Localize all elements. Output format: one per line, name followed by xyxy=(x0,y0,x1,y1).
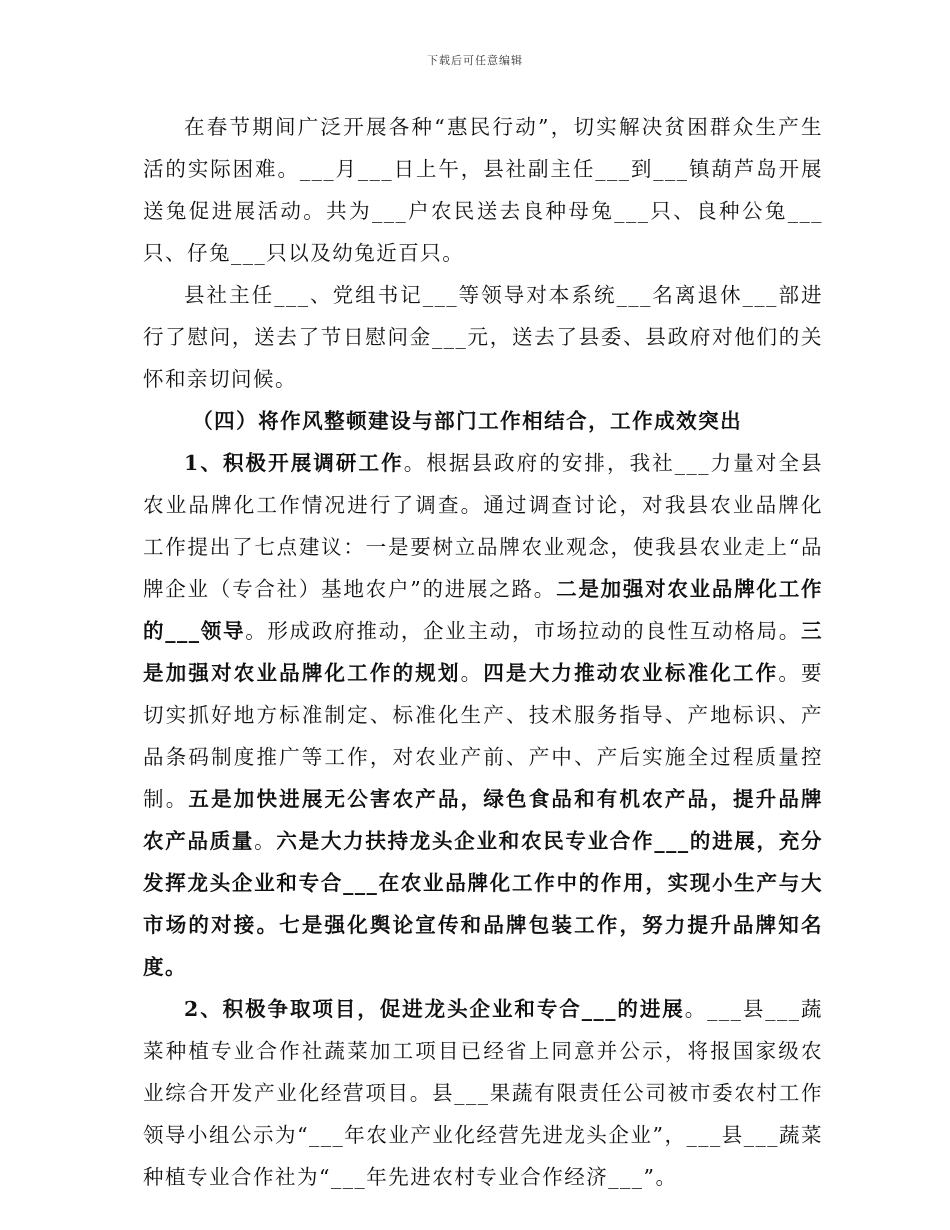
text-run: 。要切实抓好地方标准制定、标准化生产、技术服务指导、产地标识、产品条码制度推广等工作，对农业产前、产中、产后实施全过程质量控制。 xyxy=(143,661,824,811)
bold-text-run: 六是大力扶持龙头企业和农民专业合作___的进展，充分发挥龙头企业和专合___在农业品牌化工作中的作用，实现小生产与大市场的对接。七是强化舆论宣传和品牌包装工作，努力提升品牌知名度。 xyxy=(143,829,824,979)
text-run: 。___县___蔬菜种植专业合作社蔬菜加工项目已经省上同意并公示，将报国家级农业综合开发产业化经营项目。县___果蔬有限责任公司被市委农村工作领导小组公示为“___年农业产业化经营先进龙头企业”，___县___蔬菜种植专业合作社为“___年先进农村专业合作经济___”。 xyxy=(143,997,824,1189)
paragraph-spring-festival xyxy=(143,106,823,274)
heading-text: （四）将作风整顿建设与部门工作相结合，工作成效突出 xyxy=(192,409,743,433)
bold-text-run: 五是加快进展无公害农产品，绿色食品和有机农产品，提升品牌农产品质量 xyxy=(143,787,824,853)
text-run: 。 xyxy=(254,829,277,853)
bold-text-run: 三是加强对农业品牌化工作的规划 xyxy=(143,619,824,685)
paragraph-retiree-visits xyxy=(143,274,823,400)
text-run: 。根据县政府的安排，我社___力量对全县农业品牌化工作情况进行了调查。通过调查讨论，对我县农业品牌化工作提出了七点建议：一是要树立品牌农业观念，使我县农业走上“品牌企业（专合社）基地农户”的进展之路。 xyxy=(143,451,824,601)
text-run: 县社主任___、党组书记___等领导对本系统___名离退休___部进行了慰问，送去了节日慰问金___元，送去了县委、县政府对他们的关怀和亲切问候。 xyxy=(143,283,823,391)
bold-text-run: 2、积极争取项目，促进龙头企业和专合___的进展 xyxy=(184,997,685,1021)
paragraph-research-work xyxy=(143,442,823,988)
bold-text-run: 四是大力推动农业标准化工作 xyxy=(483,661,779,685)
document-body xyxy=(143,106,823,1198)
page-header: 下载后可任意编辑 xyxy=(427,54,523,67)
bold-text-run: 1、积极开展调研工作 xyxy=(184,451,404,475)
section-heading xyxy=(143,400,823,442)
text-run: 。形成政府推动，企业主动，市场拉动的良性互动格局。 xyxy=(245,619,802,643)
text-run: 在春节期间广泛开展各种“惠民行动”，切实解决贫困群众生产生活的实际困难。___月___日上午，县社副主任___到___镇葫芦岛开展送兔促进展活动。共为___户农民送去良种母兔___只、良种公兔___只、仔兔___只以及幼兔近百只。 xyxy=(143,115,823,265)
bold-text-run: 二是加强对农业品牌化工作的___领导 xyxy=(143,577,824,643)
paragraph-projects xyxy=(143,988,823,1198)
text-run: 。 xyxy=(460,661,484,685)
